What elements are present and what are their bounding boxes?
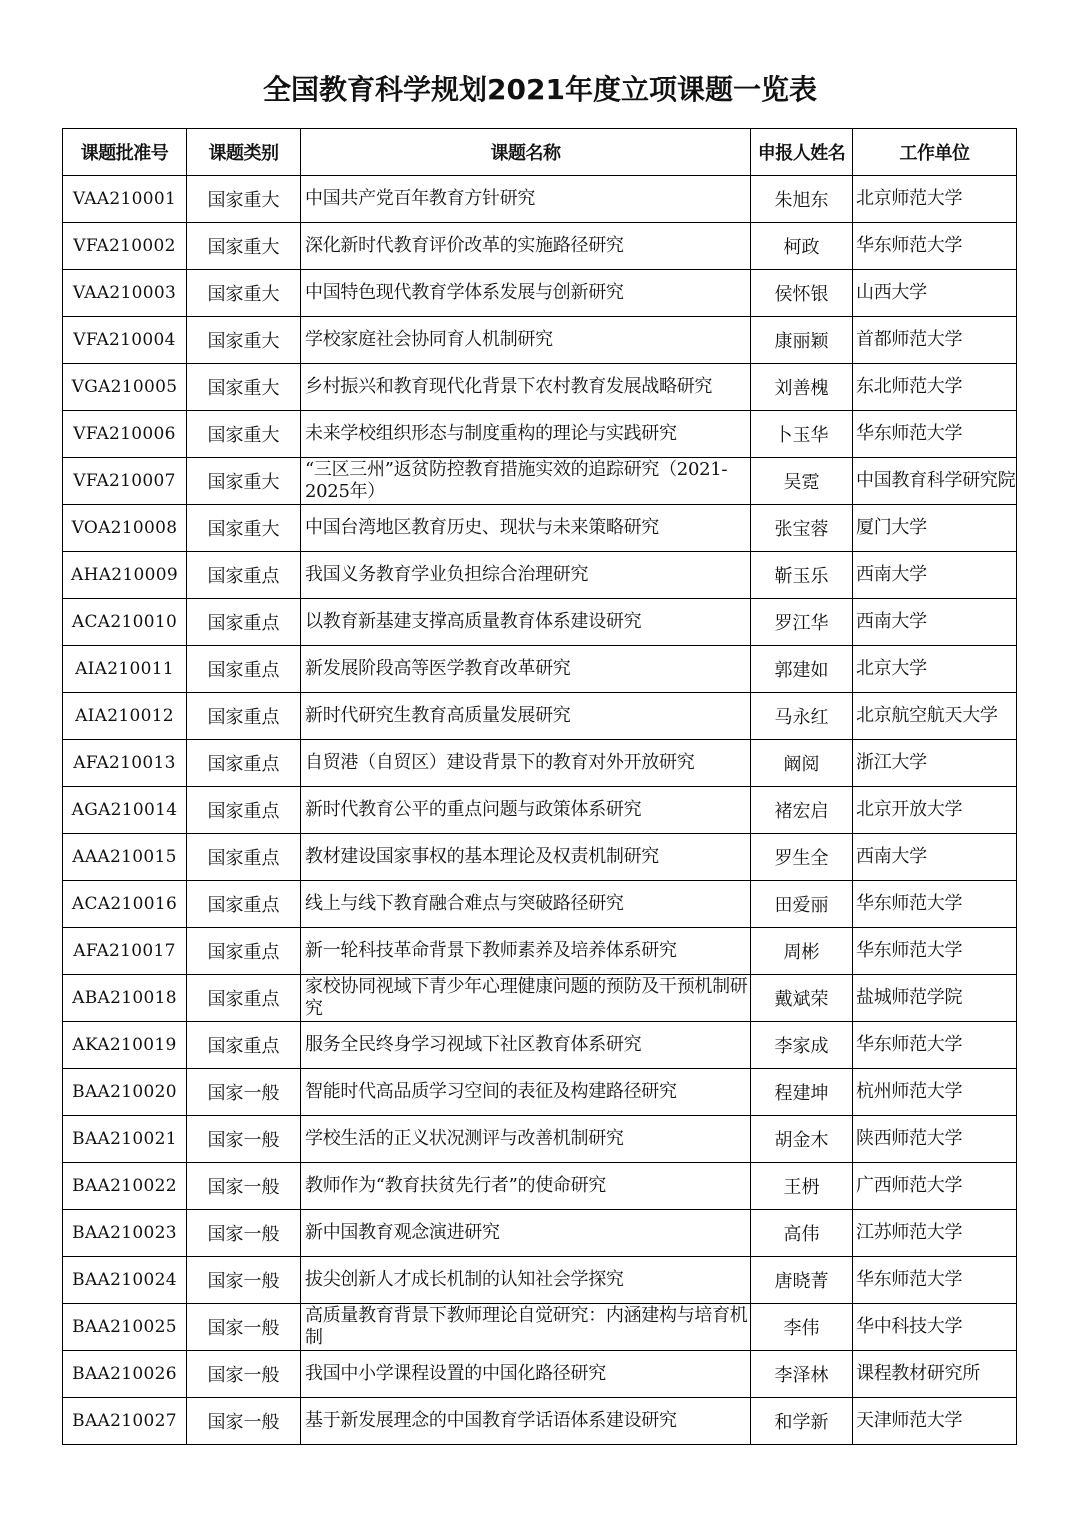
cell-applicant: 吴霓 bbox=[751, 458, 853, 505]
cell-work-unit: 首都师范大学 bbox=[853, 317, 1017, 364]
cell-category: 国家重大 bbox=[187, 317, 301, 364]
cell-project-name: 新时代教育公平的重点问题与政策体系研究 bbox=[301, 787, 751, 834]
cell-category: 国家一般 bbox=[187, 1257, 301, 1304]
table-row bbox=[63, 928, 1017, 975]
header-project-name: 课题名称 bbox=[301, 129, 751, 176]
cell-project-name: 未来学校组织形态与制度重构的理论与实践研究 bbox=[301, 411, 751, 458]
page-title: 全国教育科学规划2021年度立项课题一览表 bbox=[263, 73, 817, 106]
cell-work-unit: 北京师范大学 bbox=[853, 176, 1017, 223]
cell-work-unit: 江苏师范大学 bbox=[853, 1210, 1017, 1257]
header-work-unit: 工作单位 bbox=[853, 129, 1017, 176]
cell-project-id: VFA210007 bbox=[63, 458, 187, 505]
cell-applicant: 戴斌荣 bbox=[751, 975, 853, 1022]
table-row bbox=[63, 693, 1017, 740]
table-row bbox=[63, 1116, 1017, 1163]
cell-project-name: 学校生活的正义状况测评与改善机制研究 bbox=[301, 1116, 751, 1163]
table-row bbox=[63, 881, 1017, 928]
cell-project-name: 乡村振兴和教育现代化背景下农村教育发展战略研究 bbox=[301, 364, 751, 411]
cell-project-id: AIA210011 bbox=[63, 646, 187, 693]
cell-applicant: 阚阅 bbox=[751, 740, 853, 787]
table-row bbox=[63, 364, 1017, 411]
cell-project-id: BAA210024 bbox=[63, 1257, 187, 1304]
cell-work-unit: 广西师范大学 bbox=[853, 1163, 1017, 1210]
cell-project-id: BAA210025 bbox=[63, 1304, 187, 1351]
table-row bbox=[63, 552, 1017, 599]
cell-project-id: BAA210021 bbox=[63, 1116, 187, 1163]
cell-work-unit: 华东师范大学 bbox=[853, 1022, 1017, 1069]
table-row bbox=[63, 599, 1017, 646]
cell-work-unit: 杭州师范大学 bbox=[853, 1069, 1017, 1116]
cell-category: 国家重点 bbox=[187, 740, 301, 787]
cell-project-name: 以教育新基建支撑高质量教育体系建设研究 bbox=[301, 599, 751, 646]
cell-project-name: 深化新时代教育评价改革的实施路径研究 bbox=[301, 223, 751, 270]
cell-category: 国家重大 bbox=[187, 176, 301, 223]
cell-project-id: VFA210004 bbox=[63, 317, 187, 364]
cell-project-id: ACA210010 bbox=[63, 599, 187, 646]
cell-work-unit: 课程教材研究所 bbox=[853, 1351, 1017, 1398]
cell-applicant: 和学新 bbox=[751, 1398, 853, 1445]
cell-project-name: 高质量教育背景下教师理论自觉研究：内涵建构与培育机制 bbox=[301, 1304, 751, 1351]
cell-project-id: BAA210022 bbox=[63, 1163, 187, 1210]
table-header-row bbox=[63, 129, 1017, 176]
table-row bbox=[63, 1351, 1017, 1398]
cell-applicant: 李泽林 bbox=[751, 1351, 853, 1398]
cell-applicant: 靳玉乐 bbox=[751, 552, 853, 599]
table-row bbox=[63, 1022, 1017, 1069]
cell-category: 国家一般 bbox=[187, 1069, 301, 1116]
cell-work-unit: 北京航空航天大学 bbox=[853, 693, 1017, 740]
cell-work-unit: 西南大学 bbox=[853, 599, 1017, 646]
table-row bbox=[63, 505, 1017, 552]
table-row bbox=[63, 740, 1017, 787]
header-applicant: 申报人姓名 bbox=[751, 129, 853, 176]
cell-applicant: 褚宏启 bbox=[751, 787, 853, 834]
cell-work-unit: 华东师范大学 bbox=[853, 1257, 1017, 1304]
cell-project-id: BAA210020 bbox=[63, 1069, 187, 1116]
cell-category: 国家重大 bbox=[187, 505, 301, 552]
table-row bbox=[63, 646, 1017, 693]
cell-work-unit: 山西大学 bbox=[853, 270, 1017, 317]
cell-project-name: 拔尖创新人才成长机制的认知社会学探究 bbox=[301, 1257, 751, 1304]
cell-project-name: 服务全民终身学习视域下社区教育体系研究 bbox=[301, 1022, 751, 1069]
cell-applicant: 郭建如 bbox=[751, 646, 853, 693]
cell-project-name: 教师作为“教育扶贫先行者”的使命研究 bbox=[301, 1163, 751, 1210]
cell-project-id: ACA210016 bbox=[63, 881, 187, 928]
table-row bbox=[63, 317, 1017, 364]
cell-applicant: 马永红 bbox=[751, 693, 853, 740]
cell-project-name: 智能时代高品质学习空间的表征及构建路径研究 bbox=[301, 1069, 751, 1116]
cell-applicant: 张宝蓉 bbox=[751, 505, 853, 552]
cell-applicant: 康丽颖 bbox=[751, 317, 853, 364]
header-category: 课题类别 bbox=[187, 129, 301, 176]
cell-category: 国家一般 bbox=[187, 1351, 301, 1398]
cell-project-id: VFA210006 bbox=[63, 411, 187, 458]
table-row bbox=[63, 1257, 1017, 1304]
table-row bbox=[63, 411, 1017, 458]
cell-project-id: VFA210002 bbox=[63, 223, 187, 270]
cell-applicant: 田爱丽 bbox=[751, 881, 853, 928]
cell-work-unit: 中国教育科学研究院 bbox=[853, 458, 1017, 505]
cell-project-name: 新一轮科技革命背景下教师素养及培养体系研究 bbox=[301, 928, 751, 975]
header-project-id: 课题批准号 bbox=[63, 129, 187, 176]
cell-project-id: VGA210005 bbox=[63, 364, 187, 411]
cell-work-unit: 东北师范大学 bbox=[853, 364, 1017, 411]
cell-project-id: AHA210009 bbox=[63, 552, 187, 599]
cell-category: 国家重点 bbox=[187, 599, 301, 646]
cell-applicant: 高伟 bbox=[751, 1210, 853, 1257]
cell-work-unit: 厦门大学 bbox=[853, 505, 1017, 552]
table-row bbox=[63, 1069, 1017, 1116]
cell-category: 国家重点 bbox=[187, 881, 301, 928]
cell-category: 国家重点 bbox=[187, 834, 301, 881]
cell-applicant: 胡金木 bbox=[751, 1116, 853, 1163]
cell-applicant: 朱旭东 bbox=[751, 176, 853, 223]
table-row bbox=[63, 176, 1017, 223]
cell-work-unit: 天津师范大学 bbox=[853, 1398, 1017, 1445]
cell-work-unit: 西南大学 bbox=[853, 552, 1017, 599]
cell-project-id: AGA210014 bbox=[63, 787, 187, 834]
cell-category: 国家重点 bbox=[187, 975, 301, 1022]
cell-work-unit: 华东师范大学 bbox=[853, 223, 1017, 270]
cell-category: 国家一般 bbox=[187, 1116, 301, 1163]
cell-applicant: 刘善槐 bbox=[751, 364, 853, 411]
cell-category: 国家重大 bbox=[187, 411, 301, 458]
cell-project-name: 家校协同视域下青少年心理健康问题的预防及干预机制研究 bbox=[301, 975, 751, 1022]
cell-category: 国家重点 bbox=[187, 1022, 301, 1069]
cell-applicant: 卜玉华 bbox=[751, 411, 853, 458]
cell-applicant: 程建坤 bbox=[751, 1069, 853, 1116]
cell-applicant: 罗生全 bbox=[751, 834, 853, 881]
project-table bbox=[62, 128, 1017, 1445]
cell-work-unit: 华东师范大学 bbox=[853, 881, 1017, 928]
cell-category: 国家一般 bbox=[187, 1304, 301, 1351]
cell-category: 国家重大 bbox=[187, 458, 301, 505]
cell-project-name: “三区三州”返贫防控教育措施实效的追踪研究（2021-2025年） bbox=[301, 458, 751, 505]
cell-project-id: AKA210019 bbox=[63, 1022, 187, 1069]
cell-project-name: 中国共产党百年教育方针研究 bbox=[301, 176, 751, 223]
table-row bbox=[63, 787, 1017, 834]
cell-category: 国家一般 bbox=[187, 1210, 301, 1257]
cell-work-unit: 浙江大学 bbox=[853, 740, 1017, 787]
cell-work-unit: 华中科技大学 bbox=[853, 1304, 1017, 1351]
cell-project-name: 中国特色现代教育学体系发展与创新研究 bbox=[301, 270, 751, 317]
cell-project-id: AFA210017 bbox=[63, 928, 187, 975]
cell-project-name: 新中国教育观念演进研究 bbox=[301, 1210, 751, 1257]
cell-applicant: 侯怀银 bbox=[751, 270, 853, 317]
cell-category: 国家重大 bbox=[187, 364, 301, 411]
cell-applicant: 罗江华 bbox=[751, 599, 853, 646]
table-row bbox=[63, 1163, 1017, 1210]
cell-category: 国家重点 bbox=[187, 928, 301, 975]
cell-project-name: 新发展阶段高等医学教育改革研究 bbox=[301, 646, 751, 693]
cell-work-unit: 华东师范大学 bbox=[853, 411, 1017, 458]
cell-project-id: BAA210026 bbox=[63, 1351, 187, 1398]
cell-category: 国家重大 bbox=[187, 223, 301, 270]
cell-applicant: 柯政 bbox=[751, 223, 853, 270]
table-row bbox=[63, 270, 1017, 317]
cell-work-unit: 北京大学 bbox=[853, 646, 1017, 693]
cell-project-name: 线上与线下教育融合难点与突破路径研究 bbox=[301, 881, 751, 928]
table-row bbox=[63, 1398, 1017, 1445]
cell-project-id: BAA210023 bbox=[63, 1210, 187, 1257]
cell-applicant: 李家成 bbox=[751, 1022, 853, 1069]
table-row bbox=[63, 975, 1017, 1022]
cell-project-id: ABA210018 bbox=[63, 975, 187, 1022]
table-row bbox=[63, 834, 1017, 881]
cell-work-unit: 西南大学 bbox=[853, 834, 1017, 881]
cell-category: 国家重大 bbox=[187, 270, 301, 317]
cell-project-name: 我国中小学课程设置的中国化路径研究 bbox=[301, 1351, 751, 1398]
cell-applicant: 王枬 bbox=[751, 1163, 853, 1210]
cell-project-name: 学校家庭社会协同育人机制研究 bbox=[301, 317, 751, 364]
cell-work-unit: 陕西师范大学 bbox=[853, 1116, 1017, 1163]
cell-work-unit: 北京开放大学 bbox=[853, 787, 1017, 834]
cell-category: 国家一般 bbox=[187, 1398, 301, 1445]
cell-category: 国家重点 bbox=[187, 552, 301, 599]
cell-work-unit: 盐城师范学院 bbox=[853, 975, 1017, 1022]
cell-category: 国家一般 bbox=[187, 1163, 301, 1210]
cell-work-unit: 华东师范大学 bbox=[853, 928, 1017, 975]
cell-applicant: 周彬 bbox=[751, 928, 853, 975]
cell-applicant: 唐晓菁 bbox=[751, 1257, 853, 1304]
cell-project-name: 教材建设国家事权的基本理论及权责机制研究 bbox=[301, 834, 751, 881]
cell-category: 国家重点 bbox=[187, 693, 301, 740]
cell-category: 国家重点 bbox=[187, 646, 301, 693]
table-row bbox=[63, 1304, 1017, 1351]
cell-project-id: AIA210012 bbox=[63, 693, 187, 740]
cell-project-name: 自贸港（自贸区）建设背景下的教育对外开放研究 bbox=[301, 740, 751, 787]
cell-category: 国家重点 bbox=[187, 787, 301, 834]
cell-project-name: 新时代研究生教育高质量发展研究 bbox=[301, 693, 751, 740]
cell-project-id: BAA210027 bbox=[63, 1398, 187, 1445]
cell-project-name: 我国义务教育学业负担综合治理研究 bbox=[301, 552, 751, 599]
cell-project-id: VOA210008 bbox=[63, 505, 187, 552]
table-row bbox=[63, 1210, 1017, 1257]
cell-project-id: VAA210001 bbox=[63, 176, 187, 223]
cell-project-name: 中国台湾地区教育历史、现状与未来策略研究 bbox=[301, 505, 751, 552]
table-row bbox=[63, 223, 1017, 270]
cell-project-id: AFA210013 bbox=[63, 740, 187, 787]
cell-project-id: AAA210015 bbox=[63, 834, 187, 881]
cell-project-id: VAA210003 bbox=[63, 270, 187, 317]
cell-project-name: 基于新发展理念的中国教育学话语体系建设研究 bbox=[301, 1398, 751, 1445]
table-row bbox=[63, 458, 1017, 505]
cell-applicant: 李伟 bbox=[751, 1304, 853, 1351]
